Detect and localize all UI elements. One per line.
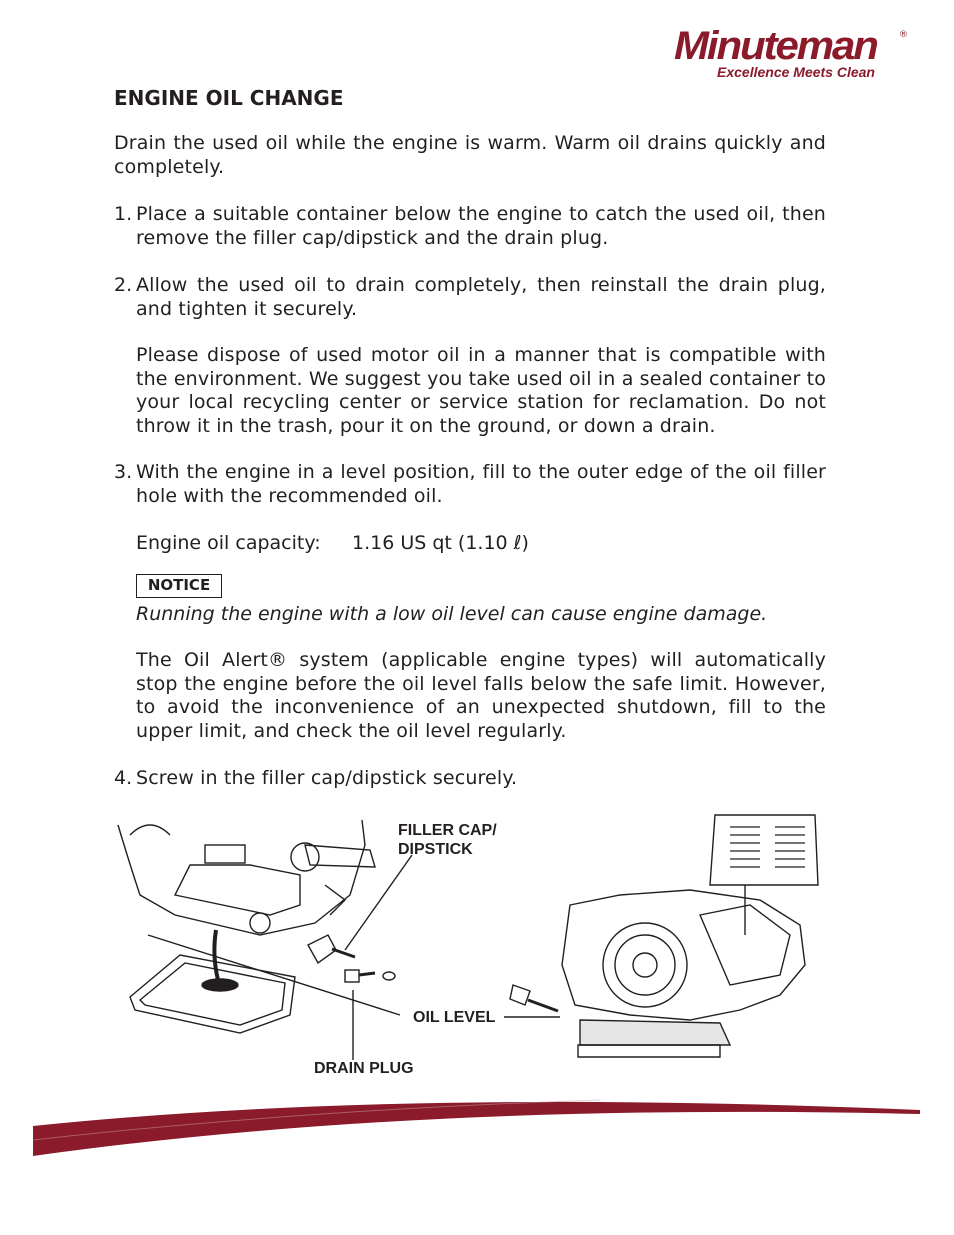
low-oil-warning: Running the engine with a low oil level can cause engine damage. [136, 603, 768, 625]
decorative-swoosh [0, 1080, 954, 1170]
oil-alert-paragraph: The Oil Alert® system (applicable engine types) will automatically stop the engine before the oil level falls below the safe limit. However, to avoid the inconvenience of an unexpected shutdown, fill to the upper limit, and check the oil level regularly. [136, 649, 826, 742]
oil-level-label: OIL LEVEL [413, 1009, 496, 1026]
step-1-number: 1. [114, 203, 133, 225]
drain-plug-label: DRAIN PLUG [314, 1060, 414, 1077]
step-2-number: 2. [114, 274, 133, 296]
brand-logo [674, 24, 910, 84]
filler-cap-label-line1: FILLER CAP/ [398, 822, 497, 839]
section-title: ENGINE OIL CHANGE [114, 86, 344, 110]
step-1-text: Place a suitable container below the engine to catch the used oil, then remove the filler cap/dipstick and the drain plug. [136, 203, 826, 249]
intro-paragraph: Drain the used oil while the engine is warm. Warm oil drains quickly and completely. [114, 132, 826, 178]
disposal-note: Please dispose of used motor oil in a manner that is compatible with the environment. We suggest you take used oil in a sealed container to your local recycling center or service station for reclamation. Do not throw it in the trash, pour it on the ground, or down a drain. [136, 344, 826, 437]
step-4-text: Screw in the filler cap/dipstick securely. [136, 767, 518, 789]
oil-capacity-value: 1.16 US qt (1.10 ℓ) [352, 532, 529, 554]
oil-capacity-label: Engine oil capacity: [136, 532, 321, 554]
brand-tagline: Excellence Meets Clean [717, 64, 875, 80]
filler-cap-label [398, 821, 497, 859]
step-4-number: 4. [114, 767, 133, 789]
notice-badge: NOTICE [136, 574, 222, 598]
registered-mark: ® [899, 30, 908, 40]
oil-change-illustration [100, 805, 860, 1090]
step-3-number: 3. [114, 461, 133, 483]
step-2-text: Allow the used oil to drain completely, then reinstall the drain plug, and tighten it securely. [136, 274, 826, 320]
step-3-text: With the engine in a level position, fill to the outer edge of the oil filler hole with the recommended oil. [136, 461, 826, 507]
filler-cap-label-line2: DIPSTICK [398, 841, 473, 858]
brand-name: Minuteman [674, 24, 877, 68]
